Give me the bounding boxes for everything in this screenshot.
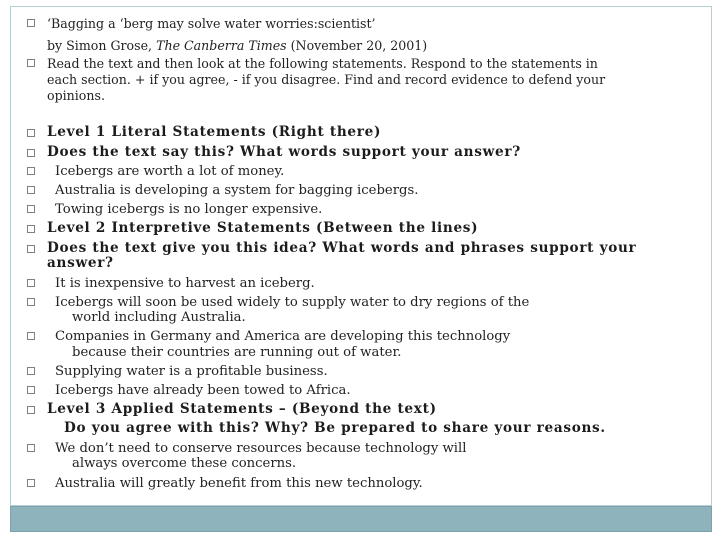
statement-text: Icebergs will soon be used widely to supply water to dry regions of the — [55, 295, 530, 310]
checkbox-bullet-icon — [27, 186, 35, 194]
statement-text: Australia is developing a system for bagging icebergs. — [55, 183, 419, 198]
statement-text: Icebergs are worth a lot of money. — [55, 164, 285, 179]
level1-question: Does the text say this? What words support your answer? — [47, 144, 521, 160]
checkbox-bullet-icon — [27, 298, 35, 306]
checkbox-bullet-icon — [27, 279, 35, 287]
statement-text: Icebergs have already been towed to Africa. — [55, 383, 351, 398]
article-title: ‘Bagging a ‘berg may solve water worries:scientist’ — [47, 16, 376, 31]
checkbox-bullet-icon — [27, 225, 35, 233]
article-source: by Simon Grose, The Canberra Times (November 20, 2001) — [47, 38, 428, 53]
checkbox-bullet-icon — [27, 205, 35, 213]
footer-bar — [10, 506, 712, 532]
checkbox-bullet-icon — [27, 129, 35, 137]
statement-text: Towing icebergs is no longer expensive. — [55, 202, 323, 217]
publication-name: The Canberra Times — [156, 38, 287, 53]
checkbox-bullet-icon — [27, 167, 35, 175]
statement-text: Australia will greatly benefit from this new technology. — [55, 476, 423, 491]
statement-text-cont: always overcome these concerns. — [72, 456, 297, 471]
checkbox-bullet-icon — [27, 332, 35, 340]
checkbox-bullet-icon — [27, 149, 35, 157]
instructions-line-2: each section. + if you agree, - if you disagree. Find and record evidence to defend your — [47, 72, 606, 87]
statement-text-cont: world including Australia. — [72, 310, 246, 325]
statement-text-cont: because their countries are running out of water. — [72, 345, 402, 360]
checkbox-bullet-icon — [27, 406, 35, 414]
level2-question-line-1: Does the text give you this idea? What words and phrases support your — [47, 240, 637, 256]
level3-heading: Level 3 Applied Statements – (Beyond the text) — [47, 401, 437, 417]
statement-text: Supplying water is a profitable business. — [55, 364, 328, 379]
checkbox-bullet-icon — [27, 479, 35, 487]
checkbox-bullet-icon — [27, 59, 35, 67]
checkbox-bullet-icon — [27, 367, 35, 375]
statement-text: Companies in Germany and America are developing this technology — [55, 329, 511, 344]
level1-heading: Level 1 Literal Statements (Right there) — [47, 124, 382, 140]
statement-text: We don’t need to conserve resources because technology will — [55, 441, 467, 456]
checkbox-bullet-icon — [27, 386, 35, 394]
instructions-line-1: Read the text and then look at the following statements. Respond to the statements in — [47, 56, 598, 71]
instructions-line-3: opinions. — [47, 88, 105, 103]
statement-text: It is inexpensive to harvest an iceberg. — [55, 276, 315, 291]
level2-question-line-2: answer? — [47, 255, 114, 271]
checkbox-bullet-icon — [27, 19, 35, 27]
checkbox-bullet-icon — [27, 245, 35, 253]
level3-question: Do you agree with this? Why? Be prepared to share your reasons. — [64, 420, 606, 436]
checkbox-bullet-icon — [27, 444, 35, 452]
level2-heading: Level 2 Interpretive Statements (Between the lines) — [47, 220, 479, 236]
